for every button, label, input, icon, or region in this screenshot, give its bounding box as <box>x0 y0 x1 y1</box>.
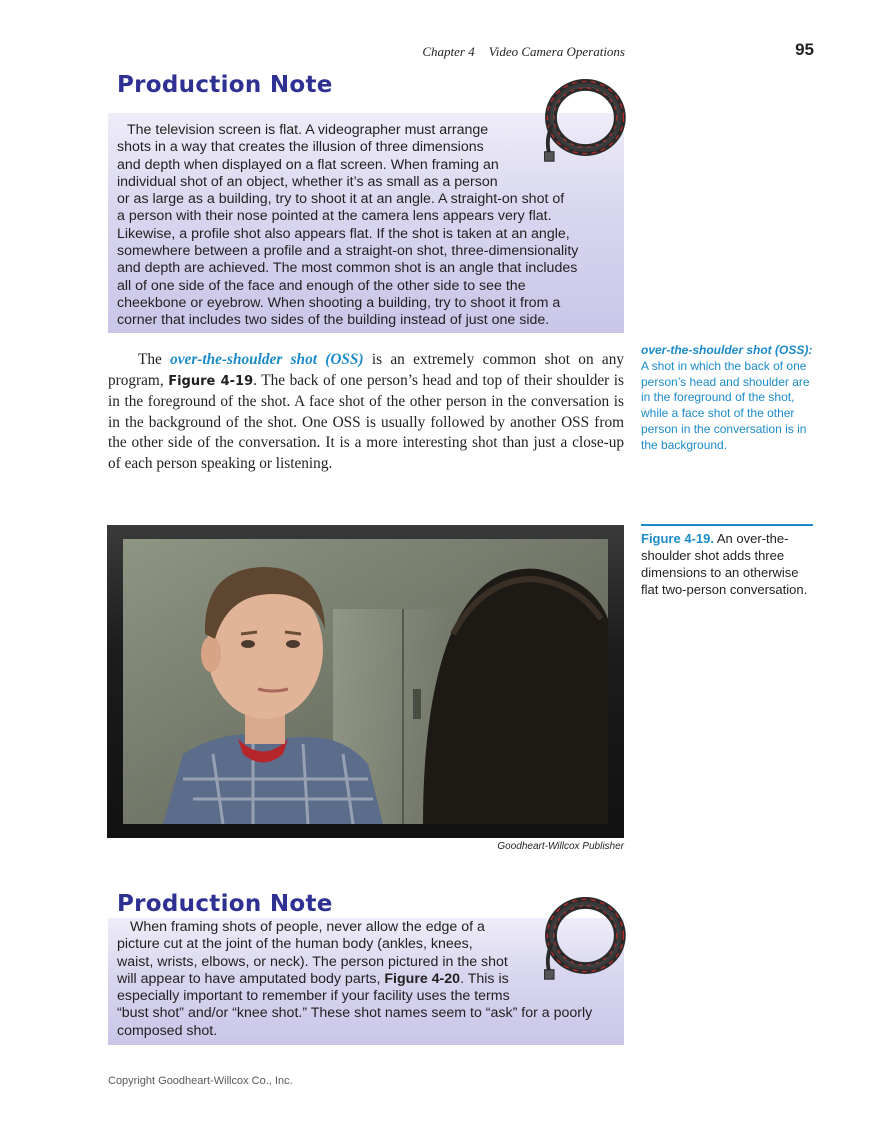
note-line: “bust shot” and/or “knee shot.” These shot names seem to “ask” for a poorly <box>117 1005 593 1022</box>
figure-reference-link[interactable]: Figure 4-19 <box>168 373 254 389</box>
body-paragraph <box>108 350 624 474</box>
glossary-term: over-the-shoulder shot (OSS): <box>641 343 813 357</box>
note-line: cheekbone or eyebrow. When shooting a building, try to shoot it from a <box>117 294 561 311</box>
note-line: a person with their nose pointed at the camera lens appears very flat. <box>117 208 552 225</box>
para-text: is an extremely common shot on any program, <box>108 351 625 389</box>
para-lead: The <box>138 351 171 368</box>
chapter-title: Video Camera Operations <box>488 44 625 59</box>
note-line: The television screen is flat. A videographer must arrange <box>127 122 489 138</box>
copyright-footer: Copyright Goodheart-Willcox Co., Inc. <box>108 1075 293 1087</box>
caption-text: An over-the-shoulder shot adds three dimensions to an otherwise flat two-person conversation. <box>641 531 808 597</box>
para-text: . The back of one person’s head and top of their shoulder is in the foreground of the shot. A face shot of the other person in the conversation is in the background of the shot. One OSS is usually followed by another OSS from the other side of the conversation. It is a more interesting shot than just a close-up of each person speaking or listening. <box>108 371 624 472</box>
production-note-title-2: Production Note <box>117 891 333 917</box>
note-line: Likewise, a profile shot also appears flat. If the shot is taken at an angle, <box>117 225 570 242</box>
production-note-title: Production Note <box>117 72 333 98</box>
figure-caption <box>641 530 809 598</box>
note-line: picture cut at the joint of the human body (ankles, knees, <box>117 936 473 953</box>
note-line: somewhere between a profile and a straight-on shot, three-dimensionality <box>117 243 579 260</box>
page-number: 95 <box>795 40 814 59</box>
note-line: especially important to remember if your facility uses the terms <box>117 988 510 1005</box>
oss-scene-illustration <box>123 539 608 824</box>
caption-rule <box>641 524 813 526</box>
note-line: and depth are achieved. The most common shot is an angle that includes <box>117 260 578 277</box>
running-head <box>380 44 625 60</box>
note-line: or as large as a building, try to shoot it at an angle. A straight-on shot of <box>117 191 565 208</box>
note-line: and depth when displayed on a flat screen. When framing an <box>117 156 499 173</box>
figure-label: Figure 4-19. <box>641 531 714 546</box>
note-line: When framing shots of people, never allow the edge of a <box>130 919 485 935</box>
cable-coil-icon <box>536 888 631 983</box>
note-line: shots in a way that creates the illusion of three dimensions <box>117 139 484 156</box>
figure-credit: Goodheart-Willcox Publisher <box>497 841 624 852</box>
note-line: all of one side of the face and enough of the other side to see the <box>117 277 526 294</box>
glossary-definition: A shot in which the back of one person’s head and shoulder are in the foreground of the shot, while a face shot of the other person in the conversation is in the background. <box>641 358 810 452</box>
cable-coil-icon <box>536 70 631 165</box>
tv-screen <box>123 539 608 824</box>
note-line: individual shot of an object, whether it’s as small as a person <box>117 173 498 190</box>
note-line-text: will appear to have amputated body parts, <box>117 970 385 987</box>
note-line: waist, wrists, elbows, or neck). The person pictured in the shot <box>117 953 508 970</box>
note-line-text: . This is <box>460 970 509 987</box>
figure-reference-link-2[interactable]: Figure 4-20 <box>384 970 461 987</box>
glossary-entry <box>641 343 813 454</box>
note-line: corner that includes two sides of the building instead of just one side. <box>117 312 550 329</box>
chapter-number: Chapter 4 <box>422 44 475 59</box>
figure-image <box>107 525 624 838</box>
term-oss: over-the-shoulder shot (OSS) <box>170 351 364 368</box>
note-line: composed shot. <box>117 1022 218 1039</box>
